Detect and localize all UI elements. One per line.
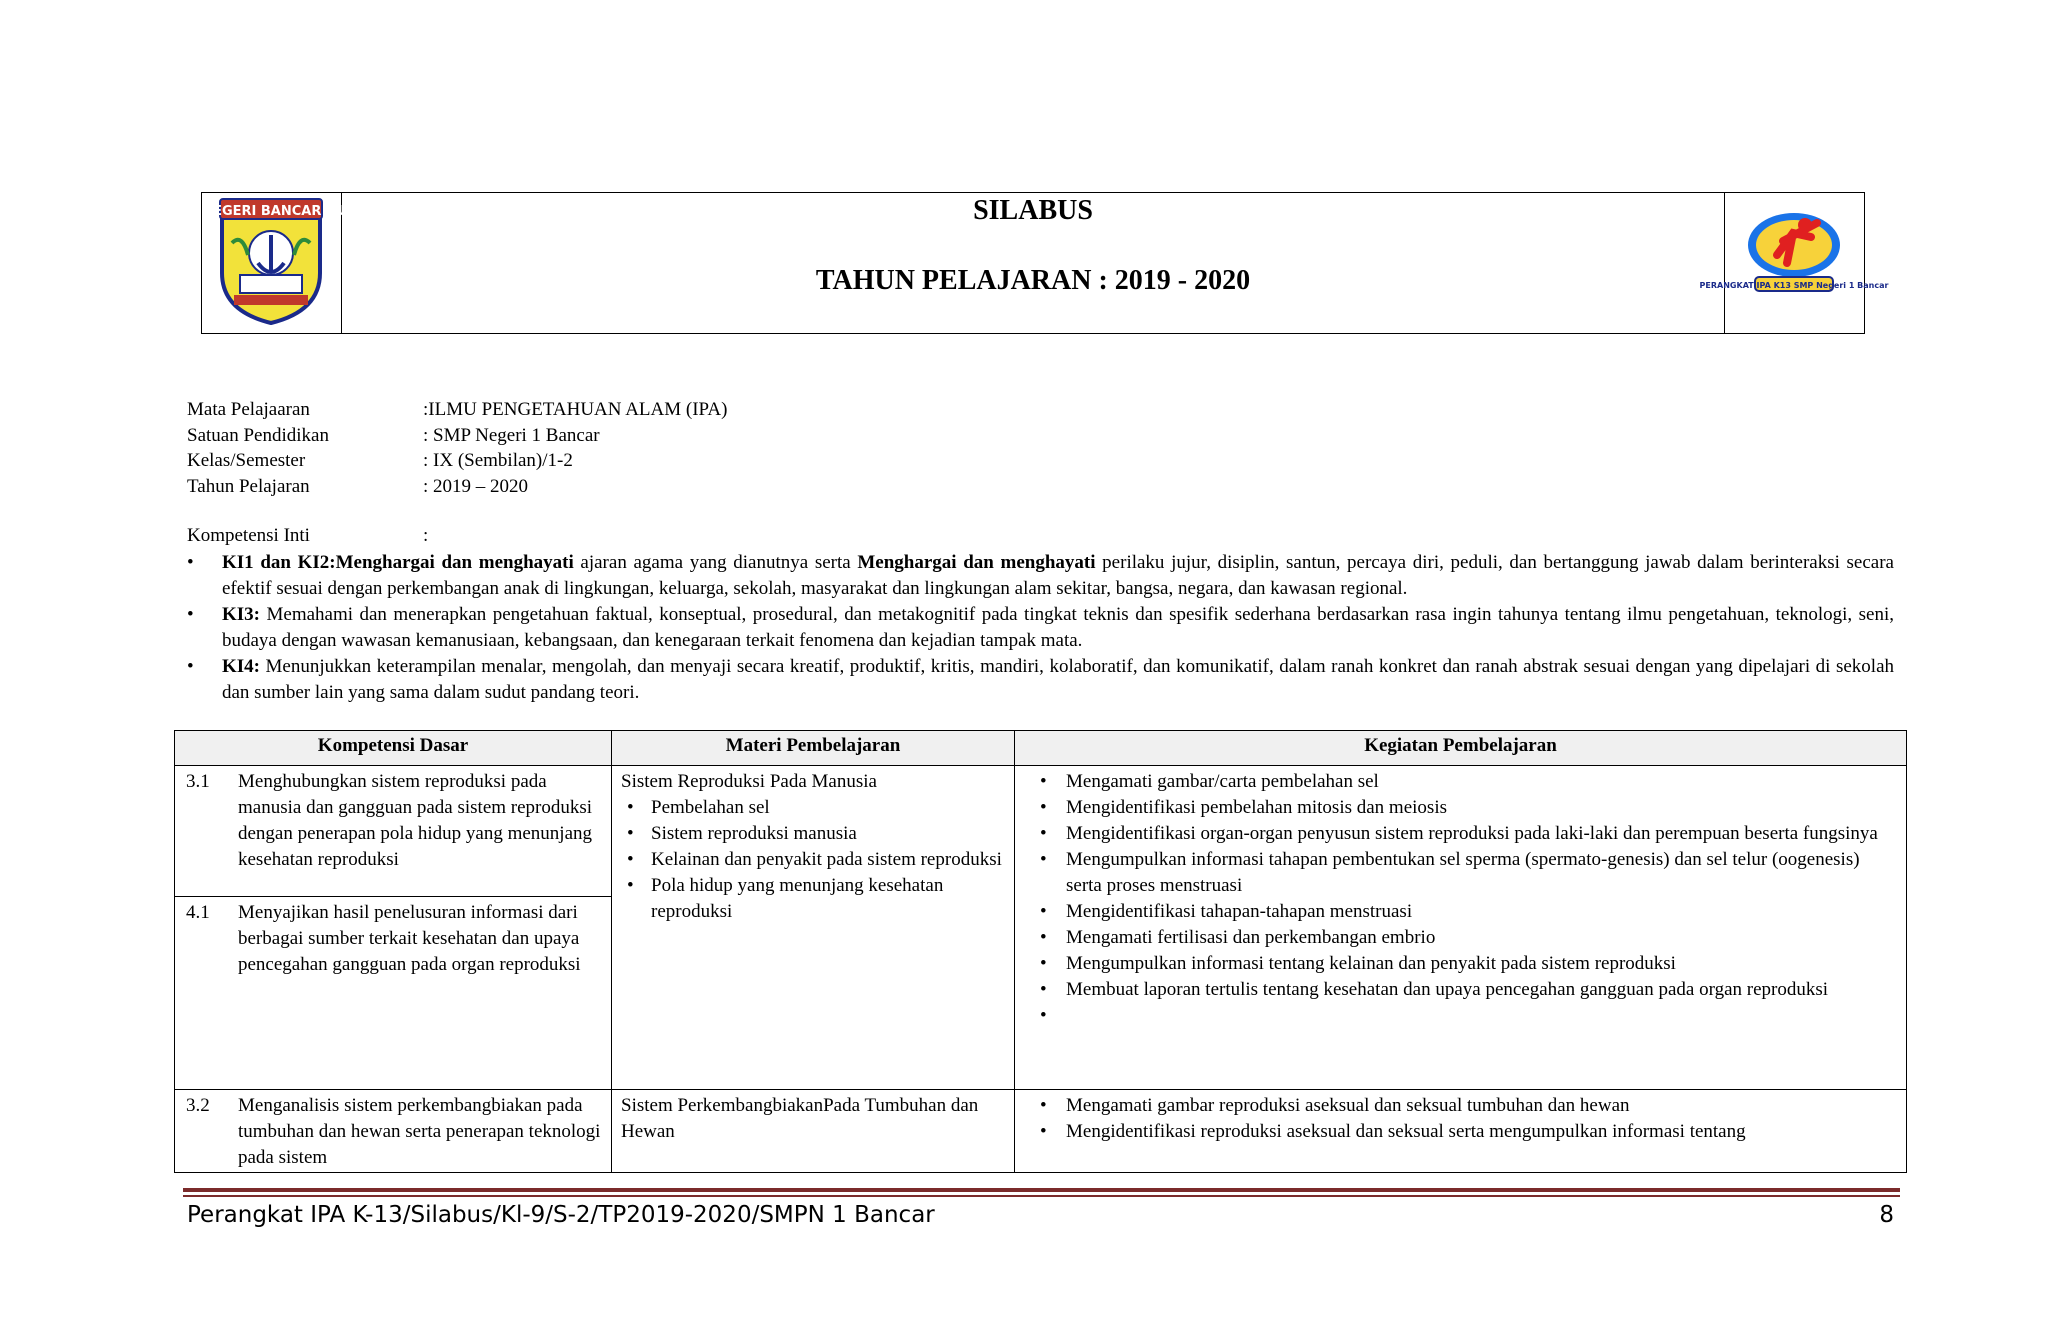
perangkat-logo-text: PERANGKAT IPA K13 SMP Negeri 1 Bancar [1699, 281, 1889, 290]
list-item: • Mengumpulkan informasi tentang kelainan dan penyakit pada sistem reproduksi [1030, 951, 1897, 977]
ki-bold: KI4: [222, 656, 260, 677]
ki-text: Memahami dan menerapkan pengetahuan faktual, konseptual, prosedural, dan metakognitif pada tingkat teknis dan spesifik sederhana berdasarkan rasa ingin tahunya tentang ilmu pengetahuan, teknologi, seni, budaya dengan wawasan kemanusiaan, kebangsaan, dan kenegaraan terkait fenomena dan kejadian tampak mata. [222, 604, 1894, 651]
materi-cell [612, 1090, 1015, 1173]
school-logo-icon [165, 193, 377, 331]
kompetensi-inti-list [187, 550, 1894, 706]
column-header: Kompetensi Dasar [175, 731, 612, 766]
ki-bold: Menghargai dan menghayati [857, 552, 1096, 573]
list-item: • Pola hidup yang menunjang kesehatan reproduksi [621, 873, 1005, 925]
page-title: SILABUS [973, 195, 1093, 226]
materi-cell [612, 766, 1015, 1090]
identity-label: Tahun Pelajaran [187, 475, 310, 497]
list-item: • Mengamati fertilisasi dan perkembangan embrio [1030, 925, 1897, 951]
syllabus-header [165, 192, 1889, 334]
perangkat-ipa-logo-icon [1699, 193, 1889, 331]
ki-bold: KI3: [222, 604, 260, 625]
kegiatan-cell [1015, 766, 1907, 1090]
ki-item [187, 602, 1894, 654]
identity-value: : SMP Negeri 1 Bancar [423, 424, 600, 446]
page-footer [187, 1202, 1894, 1228]
kd-number: 3.1 [186, 771, 210, 792]
perangkat-ipa-logo [1699, 193, 1889, 333]
list-item: • Pembelahan sel [621, 795, 1005, 821]
column-header: Materi Pembelajaran [612, 731, 1015, 766]
identity-row [187, 423, 727, 449]
materi-title: Sistem Reproduksi Pada Manusia [621, 771, 877, 792]
list-item: • Mengidentifikasi organ-organ penyusun sistem reproduksi pada laki-laki dan perempuan beserta fungsinya [1030, 821, 1897, 847]
kompetensi-inti-colon: : [423, 525, 429, 546]
kd-number: 4.1 [186, 902, 210, 923]
list-item: • Mengidentifikasi tahapan-tahapan menstruasi [1030, 899, 1897, 925]
identity-value: : 2019 – 2020 [423, 475, 529, 497]
list-item: • Mengumpulkan informasi tahapan pembentukan sel sperma (spermato-genesis) dan sel telur (oogenesis) serta proses menstruasi [1030, 847, 1897, 899]
kd-text: Menyajikan hasil penelusuran informasi dari berbagai sumber terkait kesehatan dan upaya pencegahan gangguan pada organ reproduksi [238, 902, 581, 975]
kd-text: Menganalisis sistem perkembangbiakan pada tumbuhan dan hewan serta penerapan teknologi pada sistem [238, 1095, 601, 1168]
school-logo-text: SMP NEGERI BANCAR TUBAN [165, 204, 377, 219]
identity-block [187, 397, 727, 499]
bullet-icon: • [187, 604, 194, 625]
ki-text: perilaku jujur, disiplin, santun, percaya diri, peduli, dan bertanggung jawab dalam berinteraksi secara efektif sesuai dengan perkembangan anak di lingkungan, keluarga, sekolah, masyarakat dan lingkungan alam sekitar, bangsa, negara, dan kawasan regional. [222, 552, 1894, 599]
table-row [175, 766, 1907, 897]
ki-item [187, 550, 1894, 602]
kompetensi-inti-heading: Kompetensi Inti [187, 525, 310, 546]
syllabus-table [174, 730, 1907, 1173]
kegiatan-cell [1015, 1090, 1907, 1173]
school-logo [165, 193, 377, 333]
column-header: Kegiatan Pembelajaran [1015, 731, 1907, 766]
list-item: • Membuat laporan tertulis tentang kesehatan dan upaya pencegahan gangguan pada organ reproduksi [1030, 977, 1897, 1003]
footer-text: Perangkat IPA K-13/Silabus/Kl-9/S-2/TP2019-2020/SMPN 1 Bancar [187, 1202, 935, 1228]
kompetensi-inti-label [187, 525, 428, 547]
list-item: • Mengamati gambar/carta pembelahan sel [1030, 769, 1897, 795]
list-item: • Mengamati gambar reproduksi aseksual dan seksual tumbuhan dan hewan [1030, 1093, 1897, 1119]
ki-text: ajaran agama yang dianutnya serta [573, 552, 858, 573]
list-item: • Sistem reproduksi manusia [621, 821, 1005, 847]
identity-value: : IX (Sembilan)/1-2 [423, 450, 573, 471]
kd-number: 3.2 [186, 1095, 210, 1116]
ki-bold: KI1 dan KI2:Menghargai dan menghayati [222, 552, 574, 573]
materi-title: Sistem PerkembangbiakanPada Tumbuhan dan Hewan [621, 1095, 979, 1142]
kd-cell [175, 1090, 612, 1173]
kd-cell [175, 897, 612, 1090]
identity-row [187, 397, 727, 423]
footer-divider-thin [183, 1195, 1900, 1197]
list-item: • Kelainan dan penyakit pada sistem reproduksi [621, 847, 1005, 873]
ki-text: Menunjukkan keterampilan menalar, mengolah, dan menyaji secara kreatif, produktif, kritis, mandiri, kolaboratif, dan komunikatif, dalam ranah konkret dan ranah abstrak sesuai dengan yang dipelajari di sekolah dan sumber lain yang sama dalam sudut pandang teori. [222, 656, 1894, 703]
identity-label: Satuan Pendidikan [187, 424, 329, 446]
list-item: • Mengidentifikasi reproduksi aseksual dan seksual serta mengumpulkan informasi tentang [1030, 1119, 1897, 1145]
identity-row [187, 474, 727, 500]
kd-cell [175, 766, 612, 897]
identity-label: Kelas/Semester [187, 450, 306, 471]
identity-row [187, 448, 727, 474]
academic-year-title: TAHUN PELAJARAN : 2019 - 2020 [815, 265, 1251, 296]
list-item-empty [1030, 1003, 1897, 1029]
ki-item [187, 654, 1894, 706]
list-item: • Mengidentifikasi pembelahan mitosis dan meiosis [1030, 795, 1897, 821]
kd-text: Menghubungkan sistem reproduksi pada manusia dan gangguan pada sistem reproduksi dengan penerapan pola hidup yang menunjang kesehatan reproduksi [238, 771, 593, 870]
page-number: 8 [1879, 1202, 1894, 1228]
identity-label: Mata Pelajaaran [187, 399, 310, 420]
bullet-icon: • [187, 552, 194, 573]
table-header-row [175, 731, 1907, 766]
identity-value: :ILMU PENGETAHUAN ALAM (IPA) [423, 399, 728, 420]
bullet-icon: • [187, 656, 194, 677]
footer-divider [183, 1188, 1900, 1192]
table-row [175, 1090, 1907, 1173]
